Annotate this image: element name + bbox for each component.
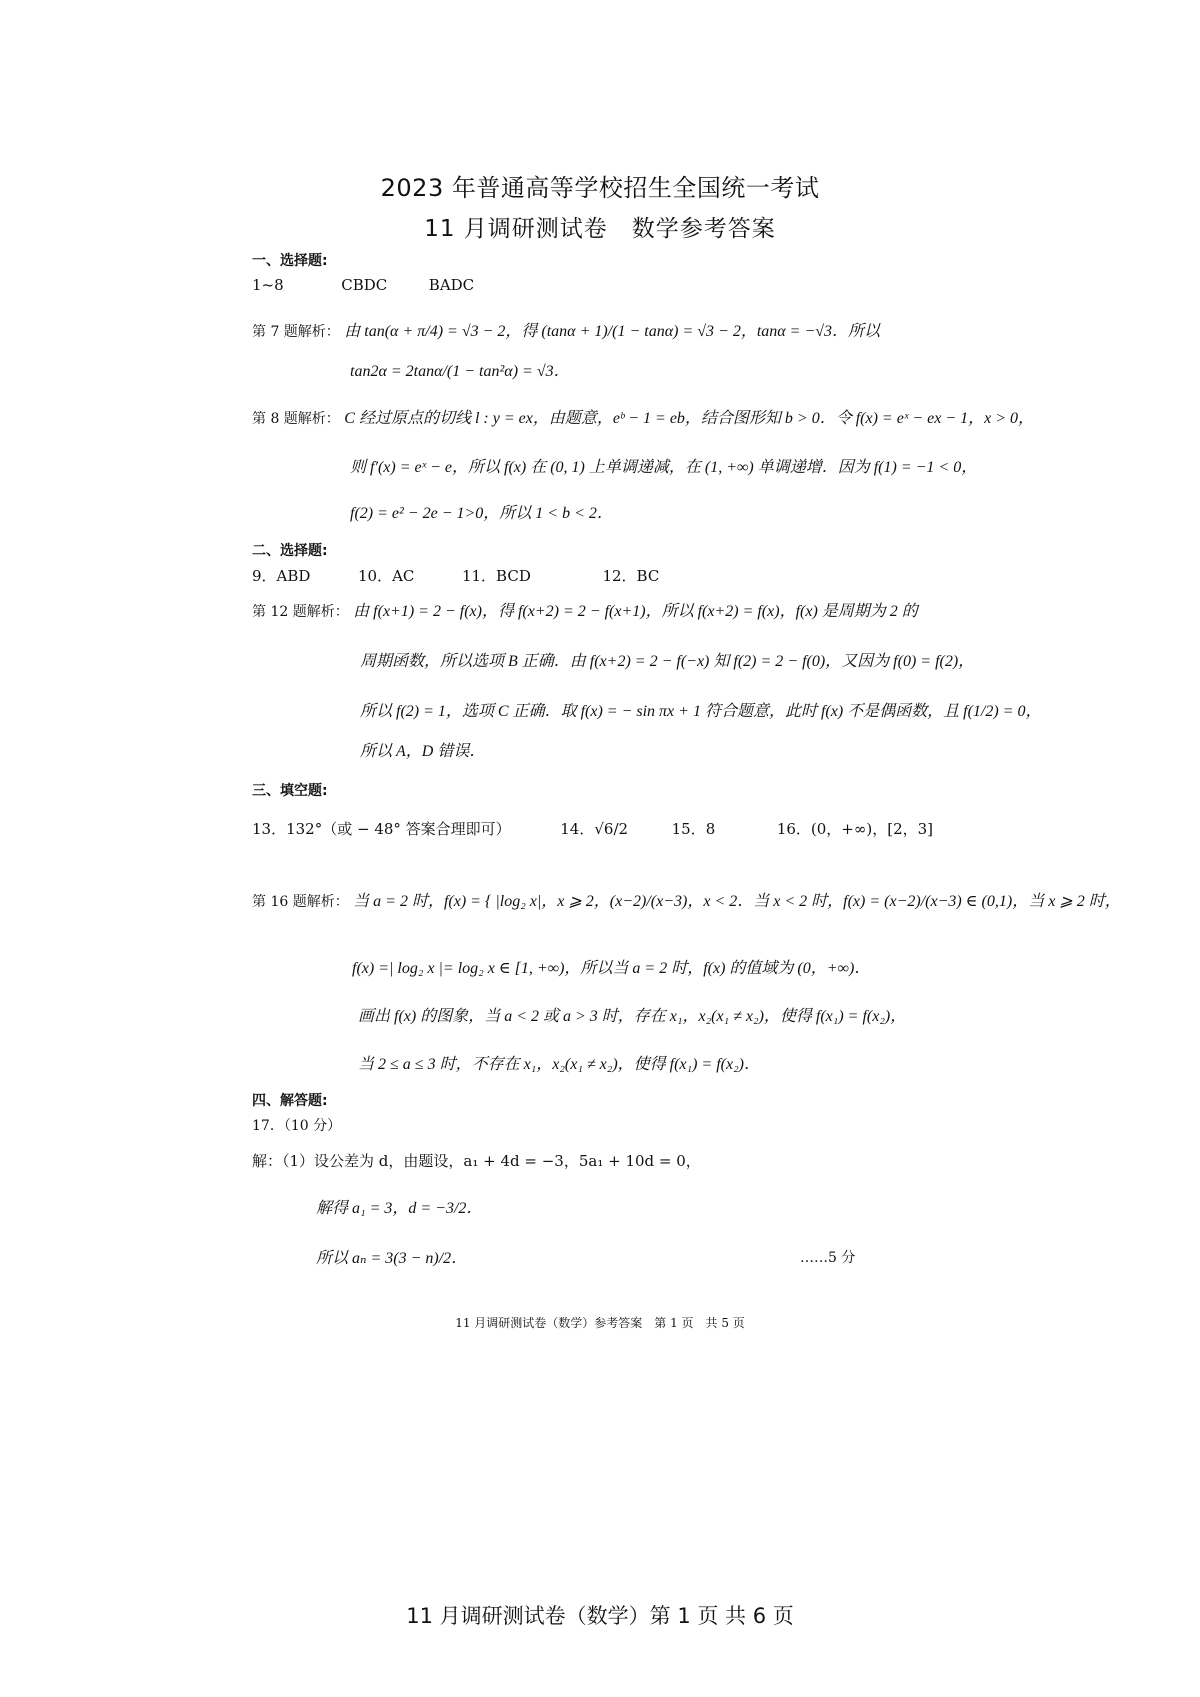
q17-score: ……5 分 <box>800 1250 856 1266</box>
answers-1-8-row <box>252 276 474 294</box>
section-4-heading: 四、解答题: <box>252 1093 328 1109</box>
section-2-heading: 二、选择题: <box>252 543 328 559</box>
q17-text-line1: 解：（1）设公差为 d，由题设，a₁ + 4d = −3，5a₁ + 10d = 0， <box>252 1152 701 1170</box>
q17-text-line3: 所以 aₙ = 3(3 − n)/2． <box>316 1250 468 1267</box>
q16-text-line2: f(x) =| log₂ x |= log₂ x ∈ [1, +∞)，所以当 a = 2 时，f(x) 的值域为 (0，+∞)． <box>352 960 871 977</box>
answer-10: 10．AC <box>358 567 415 585</box>
answer-9: 9．ABD <box>252 567 311 585</box>
q8-text-line1: C 经过原点的切线 l : y = ex，由题意，eᵇ − 1 = eb，结合图形知 b > 0．令 f(x) = eˣ − ex − 1，x > 0， <box>344 410 1035 427</box>
q8-solution-line1 <box>252 405 1034 428</box>
outer-page-footer: 11 月调研测试卷（数学）第 1 页 共 6 页 <box>406 1604 794 1628</box>
q12-label: 第 12 题解析： <box>252 604 349 620</box>
answers-9-12-row <box>252 565 659 586</box>
q17-header: 17．（10 分） <box>252 1118 342 1134</box>
q12-text-line4: 所以 A，D 错误． <box>360 743 486 760</box>
q8-text-line2: 则 f′(x) = eˣ − e，所以 f(x) 在 (0, 1) 上单调递减，在 (1, +∞) 单调递增．因为 f(1) = −1 < 0， <box>350 459 978 476</box>
q12-text-line2: 周期函数，所以选项 B 正确．由 f(x+2) = 2 − f(−x) 知 f(2) = 2 − f(0)，又因为 f(0) = f(2)， <box>360 653 975 670</box>
answers-13-16-row <box>252 818 933 839</box>
q16-text-line1: 当 a = 2 时，f(x) = { |log₂ x|，x ⩾ 2，(x−2)/(x−3)，x < 2．当 x < 2 时，f(x) = (x−2)/(x−3) ∈ (0,1)，当 x ⩾ 2 时， <box>353 893 1121 910</box>
q7-solution-line1 <box>252 318 880 341</box>
q16-text-line4: 当 2 ≤ a ≤ 3 时，不存在 x₁，x₂(x₁ ≠ x₂)，使得 f(x₁) = f(x₂)． <box>358 1056 760 1073</box>
q8-text-line3: f(2) = e² − 2e − 1>0，所以 1 < b < 2． <box>350 505 613 522</box>
q7-label: 第 7 题解析： <box>252 324 340 340</box>
q8-label: 第 8 题解析： <box>252 411 340 427</box>
answer-12: 12．BC <box>602 567 660 585</box>
answer-16: 16．(0，+∞)，[2，3] <box>776 820 934 838</box>
answer-13: 13．132°（或 − 48° 答案合理即可） <box>252 820 511 838</box>
section-1-heading: 一、选择题: <box>252 253 328 269</box>
exam-title: 2023 年普通高等学校招生全国统一考试 <box>380 174 820 202</box>
answer-15: 15．8 <box>671 820 716 838</box>
answers-group-b: BADC <box>428 276 475 294</box>
q7-text-line2: tan2α = 2tanα/(1 − tan²α) = √3． <box>350 363 570 380</box>
answers-range: 1~8 <box>252 276 284 294</box>
q16-label: 第 16 题解析： <box>252 894 349 910</box>
section-3-heading: 三、填空题: <box>252 783 328 799</box>
q12-text-line1: 由 f(x+1) = 2 − f(x)，得 f(x+2) = 2 − f(x+1)，所以 f(x+2) = f(x)，f(x) 是周期为 2 的 <box>353 603 918 620</box>
answer-11: 11．BCD <box>461 567 531 585</box>
exam-subtitle: 11 月调研测试卷 数学参考答案 <box>424 216 776 242</box>
q17-text-line2: 解得 a₁ = 3，d = −3/2． <box>316 1200 483 1217</box>
q12-solution-line1 <box>252 598 918 621</box>
q12-text-line3: 所以 f(2) = 1，选项 C 正确．取 f(x) = − sin πx + 1 符合题意，此时 f(x) 不是偶函数，且 f(1/2) = 0， <box>360 703 1042 720</box>
q16-solution-line1 <box>252 888 1121 911</box>
q7-text-line1: 由 tan(α + π/4) = √3 − 2，得 (tanα + 1)/(1 − tanα) = √3 − 2，tanα = −√3．所以 <box>344 323 881 340</box>
answer-14: 14．√6/2 <box>560 820 629 838</box>
q16-text-line3: 画出 f(x) 的图象，当 a < 2 或 a > 3 时，存在 x₁，x₂(x₁ ≠ x₂)，使得 f(x₁) = f(x₂)， <box>358 1008 907 1025</box>
inner-page-footer: 11 月调研测试卷（数学）参考答案 第 1 页 共 5 页 <box>455 1316 745 1330</box>
answers-group-a: CBDC <box>341 276 388 294</box>
